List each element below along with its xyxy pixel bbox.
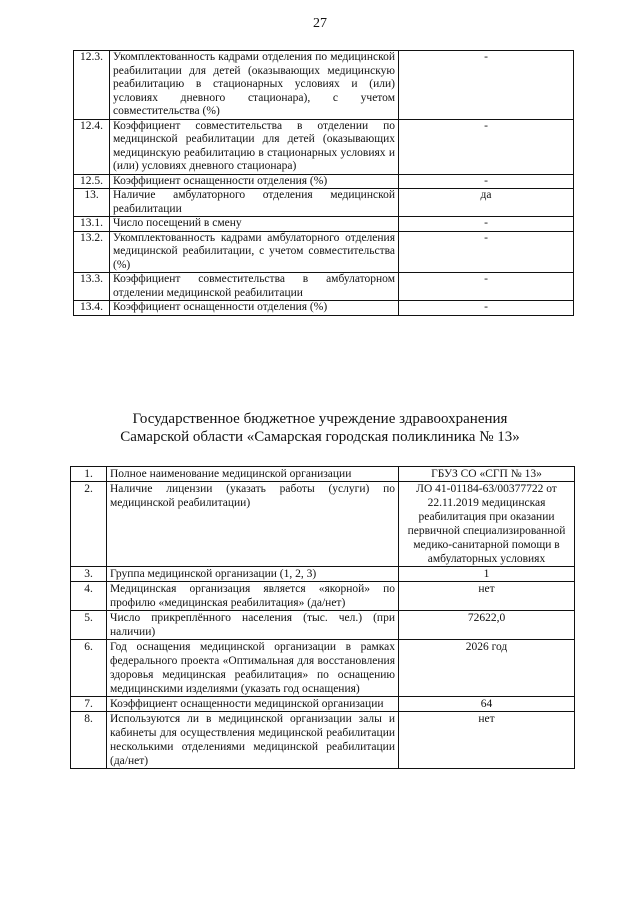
row-description: Используются ли в медицинской организации залы и кабинеты для осуществления медицинской реабилитации несколькими отделениями медицинской реабилитации (да/нет): [107, 712, 399, 769]
table-row: [71, 582, 575, 611]
table-row: [74, 217, 574, 232]
row-description: Число посещений в смену: [110, 217, 399, 232]
row-description: Медицинская организация является «якорной» по профилю «медицинская реабилитация» (да/нет): [107, 582, 399, 611]
row-value: -: [399, 51, 574, 120]
row-value: -: [399, 119, 574, 174]
row-description: Коэффициент совместительства в амбулаторном отделении медицинской реабилитации: [110, 273, 399, 301]
table-row: [71, 467, 575, 482]
table-row: [74, 119, 574, 174]
table-row: [74, 231, 574, 273]
row-value: ЛО 41-01184-63/00377722 от 22.11.2019 медицинская реабилитация при оказании первичной специализированной медико-санитарной помощи в амбулаторных условиях: [399, 482, 575, 567]
table-row: [74, 301, 574, 316]
table-row: [71, 567, 575, 582]
row-description: Год оснащения медицинской организации в рамках федерального проекта «Оптимальная для восстановления здоровья медицинская реабилитация» по оснащению медицинскими изделиями (указать год оснащения): [107, 640, 399, 697]
table-row: [71, 611, 575, 640]
table-row: [71, 712, 575, 769]
table-row: [74, 189, 574, 217]
row-description: Коэффициент оснащенности медицинской организации: [107, 697, 399, 712]
row-description: Полное наименование медицинской организации: [107, 467, 399, 482]
table-row: [74, 174, 574, 189]
row-value: 64: [399, 697, 575, 712]
row-description: Укомплектованность кадрами амбулаторного отделения медицинской реабилитации, с учетом совместительства (%): [110, 231, 399, 273]
row-number: 13.3.: [74, 273, 110, 301]
row-number: 4.: [71, 582, 107, 611]
row-number: 1.: [71, 467, 107, 482]
row-description: Наличие лицензии (указать работы (услуги) по медицинской реабилитации): [107, 482, 399, 567]
page-number: 27: [313, 16, 327, 31]
row-description: Коэффициент оснащенности отделения (%): [110, 301, 399, 316]
organization-info-table: [70, 466, 575, 769]
organization-heading: [0, 410, 640, 446]
row-number: 13.4.: [74, 301, 110, 316]
row-value: -: [399, 273, 574, 301]
row-value: -: [399, 301, 574, 316]
organization-heading-line2: Самарской области «Самарская городская поликлиника № 13»: [120, 429, 520, 445]
row-value: нет: [399, 582, 575, 611]
row-description: Число прикреплённого населения (тыс. чел.) (при наличии): [107, 611, 399, 640]
row-value: ГБУЗ СО «СГП № 13»: [399, 467, 575, 482]
rehab-indicators-table: [73, 50, 574, 316]
row-number: 5.: [71, 611, 107, 640]
row-number: 13.: [74, 189, 110, 217]
row-number: 7.: [71, 697, 107, 712]
row-number: 13.1.: [74, 217, 110, 232]
row-description: Группа медицинской организации (1, 2, 3): [107, 567, 399, 582]
row-description: Наличие амбулаторного отделения медицинской реабилитации: [110, 189, 399, 217]
row-value: 1: [399, 567, 575, 582]
row-number: 8.: [71, 712, 107, 769]
row-value: -: [399, 231, 574, 273]
row-number: 12.3.: [74, 51, 110, 120]
table-row: [74, 51, 574, 120]
row-number: 3.: [71, 567, 107, 582]
row-description: Коэффициент оснащенности отделения (%): [110, 174, 399, 189]
row-value: -: [399, 217, 574, 232]
row-value: 2026 год: [399, 640, 575, 697]
table-row: [74, 273, 574, 301]
row-description: Укомплектованность кадрами отделения по медицинской реабилитации для детей (оказывающих медицинскую реабилитацию в стационарных условиях и (или) условиях дневного стационара), с учетом совместительства (%): [110, 51, 399, 120]
row-number: 2.: [71, 482, 107, 567]
row-number: 13.2.: [74, 231, 110, 273]
table-row: [71, 640, 575, 697]
row-number: 6.: [71, 640, 107, 697]
row-value: -: [399, 174, 574, 189]
organization-heading-line1: Государственное бюджетное учреждение здравоохранения: [132, 411, 508, 427]
row-value: нет: [399, 712, 575, 769]
row-value: 72622,0: [399, 611, 575, 640]
table-row: [71, 697, 575, 712]
row-number: 12.5.: [74, 174, 110, 189]
row-number: 12.4.: [74, 119, 110, 174]
row-value: да: [399, 189, 574, 217]
row-description: Коэффициент совместительства в отделении по медицинской реабилитации для детей (оказывающих медицинскую реабилитацию в стационарных условиях и (или) условиях дневного стационара): [110, 119, 399, 174]
table-row: [71, 482, 575, 567]
